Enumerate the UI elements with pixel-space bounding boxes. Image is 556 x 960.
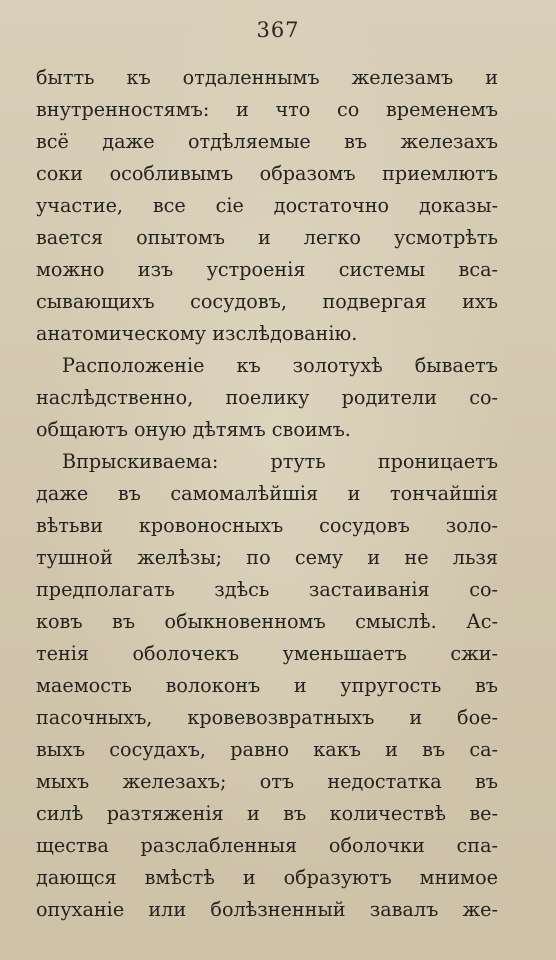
- text-line: бытть къ отдаленнымъ железамъ и: [36, 66, 498, 89]
- text-line: вается опытомъ и легко усмотрѣть: [36, 226, 498, 249]
- text-line: вѣтьви кровоносныхъ сосудовъ золо-: [36, 514, 498, 537]
- text-line: пасочныхъ, кровевозвратныхъ и бое-: [36, 706, 498, 729]
- text-line: дающся вмѣстѣ и образуютъ мнимое: [36, 866, 498, 889]
- text-line: всё даже отдѣляемые въ железахъ: [36, 130, 498, 153]
- text-line: тенія оболочекъ уменьшаетъ сжи-: [36, 642, 498, 665]
- body-text: [36, 62, 498, 926]
- text-line: выхъ сосудахъ, равно какъ и въ са-: [36, 738, 498, 761]
- text-line: опуханіе или болѣзненный завалъ же-: [36, 898, 498, 921]
- text-line: маемость волоконъ и упругость въ: [36, 674, 498, 697]
- text-line: ковъ въ обыкновенномъ смыслѣ. Ас-: [36, 610, 498, 633]
- text-line: щества разслабленныя оболочки спа-: [36, 834, 498, 857]
- text-line: даже въ самомалѣйшія и тончайшія: [36, 482, 498, 505]
- text-line: внутренностямъ: и что со временемъ: [36, 98, 498, 121]
- page-number: 367: [256, 18, 300, 42]
- text-line: силѣ разтяженія и въ количествѣ ве-: [36, 802, 498, 825]
- text-line: общаютъ оную дѣтямъ своимъ.: [36, 418, 351, 441]
- text-line: сывающихъ сосудовъ, подвергая ихъ: [36, 290, 498, 313]
- text-line: соки особливымъ образомъ приемлютъ: [36, 162, 498, 185]
- text-line: тушной желѣзы; по сему и не льзя: [36, 546, 498, 569]
- text-line: предполагать здѣсь застаиванія со-: [36, 578, 498, 601]
- text-line: анатомическому изслѣдованію.: [36, 322, 358, 345]
- text-line: Расположеніе къ золотухѣ бываетъ: [62, 354, 498, 377]
- text-line: Впрыскиваема: ртуть проницаетъ: [62, 450, 498, 473]
- text-line: наслѣдственно, поелику родители со-: [36, 386, 498, 409]
- text-line: участие, все сіе достаточно доказы-: [36, 194, 498, 217]
- text-line: мыхъ железахъ; отъ недостатка въ: [36, 770, 498, 793]
- text-line: можно изъ устроенія системы вса-: [36, 258, 498, 281]
